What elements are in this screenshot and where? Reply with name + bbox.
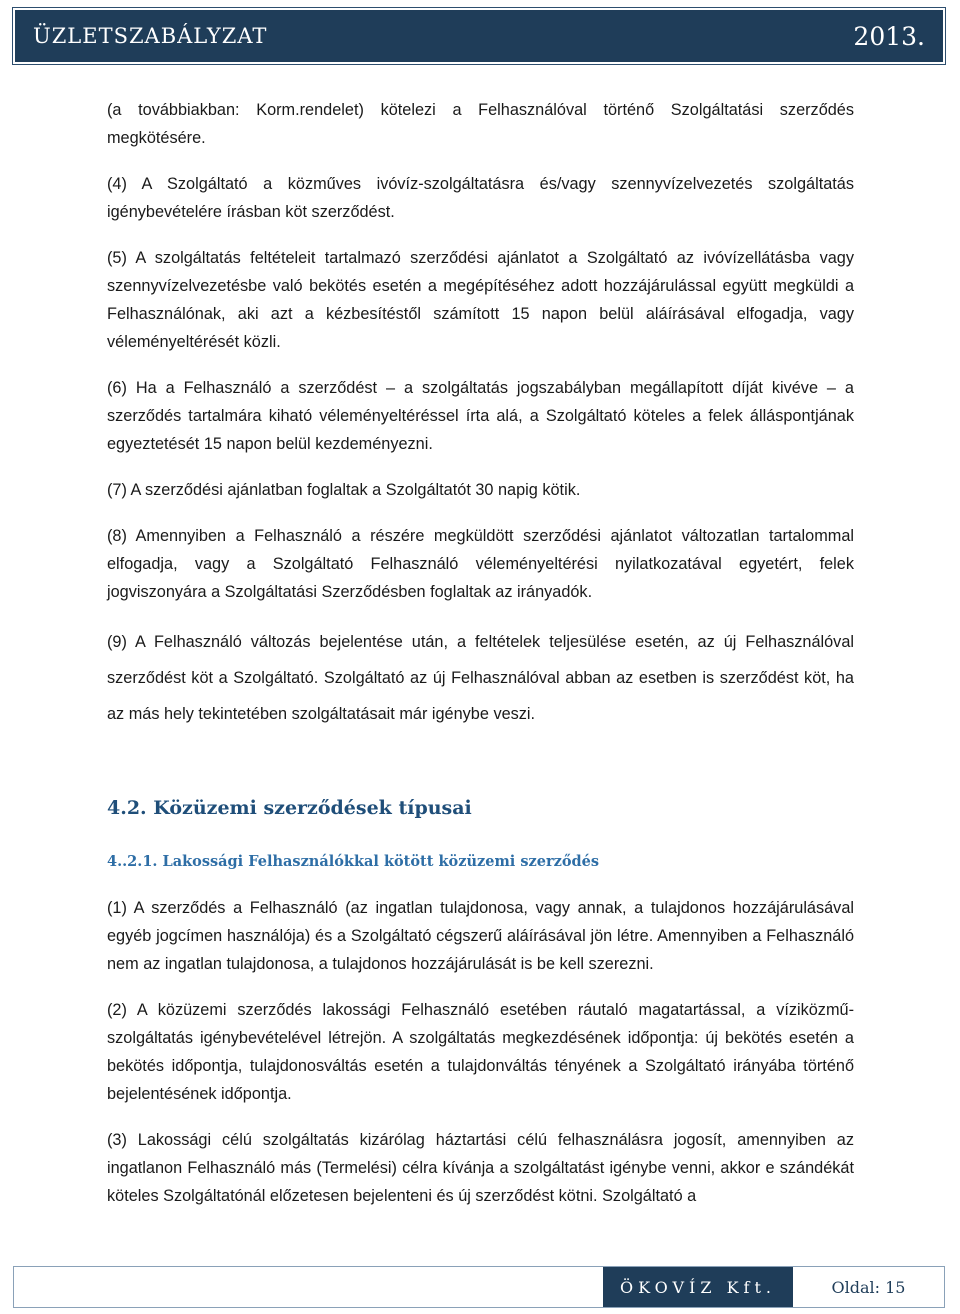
- document-year: 2013.: [853, 21, 925, 51]
- page-number: Oldal: 15: [831, 1277, 906, 1297]
- page-header: [13, 8, 945, 64]
- paragraph: (6) Ha a Felhasználó a szerződést – a szolgáltatás jogszabályban megállapított díját kivéve – a szerződés tartalmára kiható véleményeltéréssel írta alá, a Szolgáltató köteles a felek álláspontjának egyeztetését 15 napon belül kezdeményezni.: [107, 379, 854, 453]
- document-title: ÜZLETSZABÁLYZAT: [33, 24, 268, 48]
- paragraph: (7) A szerződési ajánlatban foglaltak a Szolgáltatót 30 napig kötik.: [107, 481, 581, 499]
- paragraph: (2) A közüzemi szerződés lakossági Felhasználó esetében ráutaló magatartással, a víziközmű-szolgáltatás igénybevételével létrejön. A szolgáltatás megkezdésének időpontja: új bekötés esetén a bekötés időpontja, tulajdonosváltás esetén a tulajdonváltás tényének a Szolgáltató irányába történő bejelentésének időpontja.: [107, 1001, 854, 1103]
- footer-company-band: [603, 1267, 793, 1307]
- paragraph: (9) A Felhasználó változás bejelentése után, a feltételek teljesülése esetén, az új Felhasználóval szerződést köt a Szolgáltató. Szolgáltató az új Felhasználóval abban az esetben is szerződést köt, ha az más hely tekintetében szolgáltatásait már igénybe veszi.: [107, 633, 854, 723]
- paragraph: (3) Lakossági célú szolgáltatás kizárólag háztartási célú felhasználásra jogosít, amennyiben az ingatlanon Felhasználó más (Termelési) célra kívánja a szolgáltatást igénybe venni, akkor e szándékát köteles Szolgáltatónál előzetesen bejelenteni és új szerződést kötni. Szolgáltató a: [107, 1131, 854, 1205]
- page-footer: [13, 1266, 945, 1308]
- subsection-heading: 4..2.1. Lakossági Felhasználókkal kötött közüzemi szerződés: [107, 853, 600, 870]
- section-heading: 4.2. Közüzemi szerződések típusai: [107, 797, 472, 819]
- paragraph: (a továbbiakban: Korm.rendelet) kötelezi a Felhasználóval történő Szolgáltatási szerződés megkötésére.: [107, 101, 854, 147]
- company-name: ÖKOVÍZ Kft.: [620, 1277, 776, 1297]
- paragraph: (5) A szolgáltatás feltételeit tartalmazó szerződési ajánlatot a Szolgáltató az ivóvízellátásba vagy szennyvízelvezetésbe való bekötés esetén a megépítéséhez adott hozzájárulással együtt megküldi a Felhasználónak, aki azt a kézbesítéstől számított 15 napon belül aláírásával elfogadja, vagy véleményeltérését közli.: [107, 249, 854, 351]
- document-body: [107, 96, 854, 1210]
- paragraph: (4) A Szolgáltató a közműves ivóvíz-szolgáltatásra és/vagy szennyvízelvezetés szolgáltatás igénybevételére írásban köt szerződést.: [107, 175, 854, 221]
- paragraph: (8) Amennyiben a Felhasználó a részére megküldött szerződési ajánlatot változatlan tartalommal elfogadja, vagy a Szolgáltató Felhasználó véleményeltérési nyilatkozatával egyetért, felek jogviszonyára a Szolgáltatási Szerződésben foglaltak az irányadók.: [107, 527, 854, 601]
- paragraph: (1) A szerződés a Felhasználó (az ingatlan tulajdonosa, vagy annak, a tulajdonos hozzájárulásával egyéb jogcímen használója) és a Szolgáltató cégszerű aláírásával jön létre. Amennyiben a Felhasználó nem az ingatlan tulajdonosa, a tulajdonos hozzájárulását is be kell szerezni.: [107, 899, 854, 973]
